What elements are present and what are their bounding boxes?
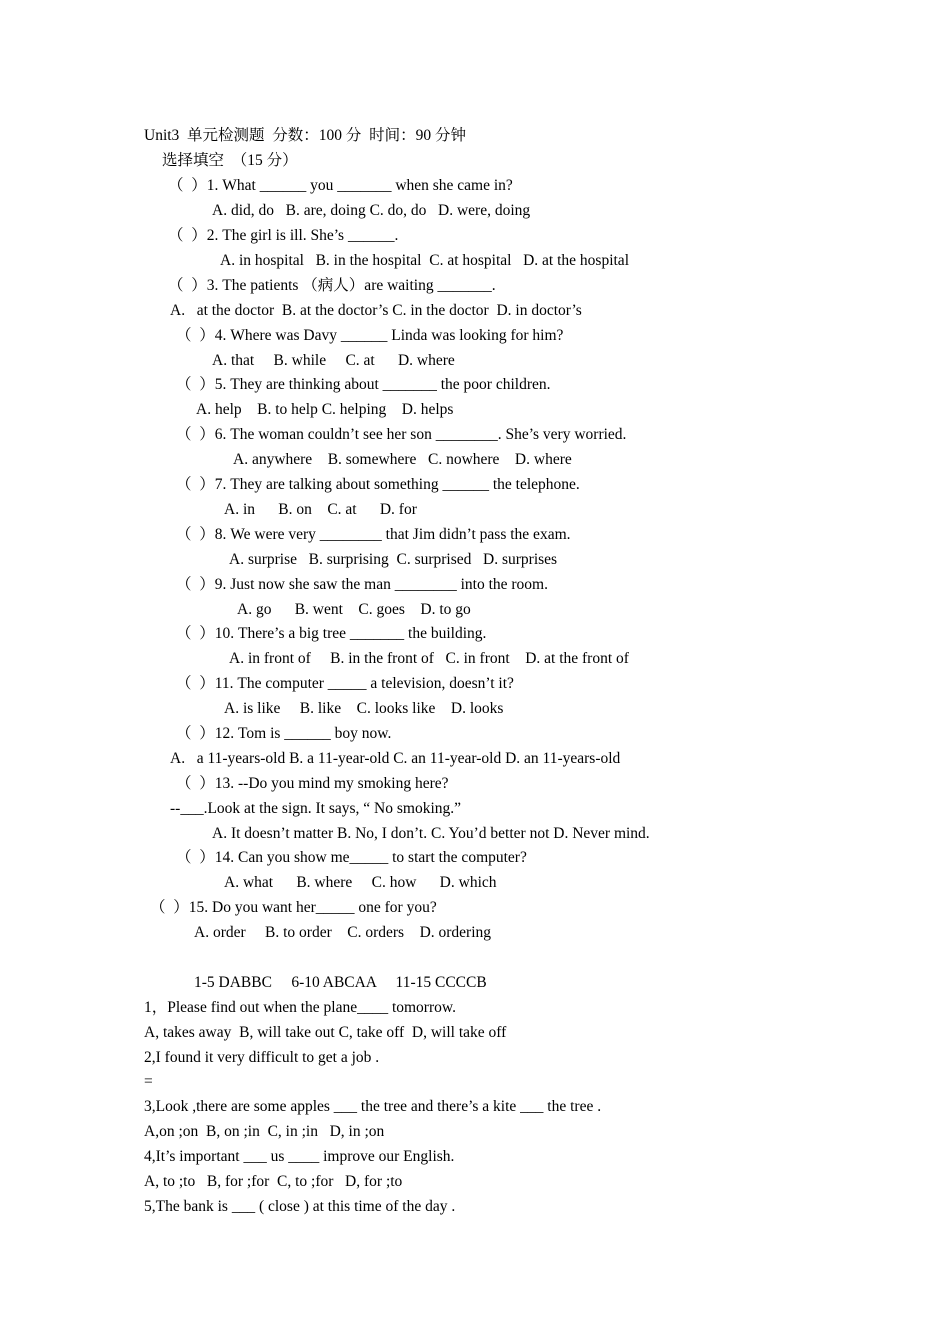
question-14-options: A. what B. where C. how D. which [224,874,497,891]
question-8-options: A. surprise B. surprising C. surprised D. surprises [229,551,558,568]
question-12: （ ）12. Tom is ______ boy now. [176,725,392,742]
extra-line: 5,The bank is ___ ( close ) at this time of the day . [144,1198,456,1215]
question-5-options: A. help B. to help C. helping D. helps [196,401,454,418]
extra-line: 2,I found it very difficult to get a job . [144,1049,380,1066]
extra-line: 1，Please find out when the plane____ tomorrow. [144,999,456,1016]
extra-line: A,on ;on B, on ;in C, in ;in D, in ;on [144,1123,385,1140]
question-5: （ ）5. They are thinking about _______ the poor children. [176,376,551,393]
question-2-options: A. in hospital B. in the hospital C. at hospital D. at the hospital [220,252,629,269]
question-12-options: A. a 11-years-old B. a 11-year-old C. an 11-year-old D. an 11-years-old [170,750,621,767]
question-13-reply: --___.Look at the sign. It says, “ No smoking.” [170,800,462,817]
question-4: （ ）4. Where was Davy ______ Linda was looking for him? [176,327,564,344]
question-14: （ ）14. Can you show me_____ to start the computer? [176,849,527,866]
question-7: （ ）7. They are talking about something ______ the telephone. [176,476,580,493]
question-3: （ ）3. The patients （病人）are waiting _______. [168,277,496,294]
question-13: （ ）13. --Do you mind my smoking here? [176,775,449,792]
question-11: （ ）11. The computer _____ a television, doesn’t it? [176,675,514,692]
extra-line: A, to ;to B, for ;for C, to ;for D, for ;to [144,1173,403,1190]
question-13-options: A. It doesn’t matter B. No, I don’t. C. You’d better not D. Never mind. [212,825,650,842]
extra-line: A, takes away B, will take out C, take off D, will take off [144,1024,507,1041]
question-2: （ ）2. The girl is ill. She’s ______. [168,227,399,244]
question-10: （ ）10. There’s a big tree _______ the building. [176,625,487,642]
question-7-options: A. in B. on C. at D. for [224,501,417,518]
section-heading: 选择填空 （15 分） [162,152,298,169]
question-11-options: A. is like B. like C. looks like D. looks [224,700,504,717]
extra-line: 4,It’s important ___ us ____ improve our English. [144,1148,455,1165]
question-4-options: A. that B. while C. at D. where [212,352,455,369]
question-6: （ ）6. The woman couldn’t see her son ________. She’s very worried. [176,426,627,443]
extra-line: = [144,1073,153,1090]
question-9: （ ）9. Just now she saw the man ________ into the room. [176,576,548,593]
question-1: （ ）1. What ______ you _______ when she came in? [168,177,513,194]
question-6-options: A. anywhere B. somewhere C. nowhere D. where [233,451,572,468]
question-10-options: A. in front of B. in the front of C. in front D. at the front of [229,650,629,667]
question-9-options: A. go B. went C. goes D. to go [237,601,471,618]
extra-line: 3,Look ,there are some apples ___ the tree and there’s a kite ___ the tree . [144,1098,602,1115]
question-1-options: A. did, do B. are, doing C. do, do D. were, doing [212,202,531,219]
question-15: （ ）15. Do you want her_____ one for you? [150,899,437,916]
question-15-options: A. order B. to order C. orders D. ordering [194,924,492,941]
answer-key: 1-5 DABBC 6-10 ABCAA 11-15 CCCCB [194,974,487,991]
question-3-options: A. at the doctor B. at the doctor’s C. in the doctor D. in doctor’s [170,302,582,319]
question-8: （ ）8. We were very ________ that Jim didn’t pass the exam. [176,526,571,543]
page-title: Unit3 单元检测题 分数：100 分 时间：90 分钟 [144,127,467,144]
